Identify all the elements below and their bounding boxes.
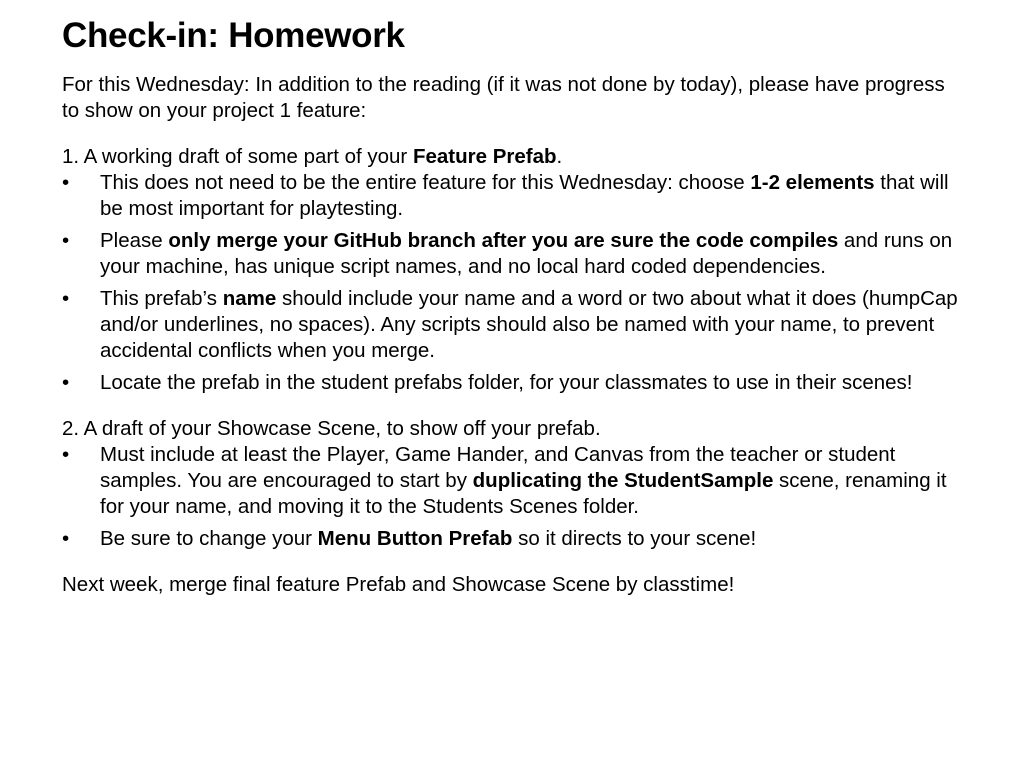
footer-note: Next week, merge final feature Prefab and Showcase Scene by classtime! [62, 573, 735, 596]
bullet-text: Locate the prefab in the student prefabs folder, for your classmates to use in their scenes! [100, 371, 913, 394]
bullet-text: and runs on your machine, has unique script names, and no local hard coded dependencies. [100, 229, 953, 278]
bullet-text: Must include at least the Player, Game Hander, and Canvas from the teacher or student samples. You are encouraged to start by [100, 443, 896, 492]
bullet-text: Please [100, 229, 169, 252]
bullet-bold-text: Menu Button Prefab [317, 527, 513, 550]
bullet-bold-text: only merge your GitHub branch after you are sure the code compiles [168, 229, 839, 252]
bullet-glyph: • [62, 287, 70, 310]
bullet-glyph: • [62, 171, 70, 194]
bullet-glyph: • [62, 443, 70, 466]
intro-paragraph: For this Wednesday: In addition to the reading (if it was not done by today), please have progress to show on your project 1 feature: [62, 73, 945, 122]
item-2-heading: 2. A draft of your Showcase Scene, to show off your prefab. [62, 417, 601, 440]
item-1-bold: Feature Prefab [412, 145, 557, 168]
bullet-item [62, 170, 962, 222]
bullet-text: so it directs to your scene! [512, 527, 757, 550]
bullet-item [62, 526, 962, 552]
bullet-text: scene, renaming it for your name, and moving it to the Students Scenes folder. [100, 469, 947, 518]
slide-title: Check-in: Homework [62, 16, 405, 55]
bullet-text: Be sure to change your [100, 527, 318, 550]
slide-body [62, 72, 962, 598]
item-1-tail: . [556, 145, 563, 168]
bullet-glyph: • [62, 371, 70, 394]
bullet-item [62, 370, 962, 396]
bullet-text: that will be most important for playtesting. [100, 171, 949, 220]
bullet-bold-text: name [222, 287, 277, 310]
bullet-glyph: • [62, 229, 70, 252]
bullet-text: This does not need to be the entire feature for this Wednesday: choose [100, 171, 751, 194]
item-1-lead: 1. A working draft of some part of your [62, 145, 413, 168]
bullet-bold-text: duplicating the StudentSample [472, 469, 774, 492]
bullet-item [62, 286, 962, 364]
item-1-heading [62, 144, 962, 170]
bullet-text: should include your name and a word or two about what it does (humpCap and/or underlines, no spaces). Any scripts should also be named with your name, to prevent accidental conflicts when you merge. [100, 287, 958, 362]
bullet-bold-text: 1-2 elements [750, 171, 875, 194]
bullet-glyph: • [62, 527, 70, 550]
item-1-bullet-list [62, 170, 962, 396]
bullet-item [62, 228, 962, 280]
bullet-text: This prefab’s [100, 287, 223, 310]
item-2-bullet-list [62, 442, 962, 552]
bullet-item [62, 442, 962, 520]
